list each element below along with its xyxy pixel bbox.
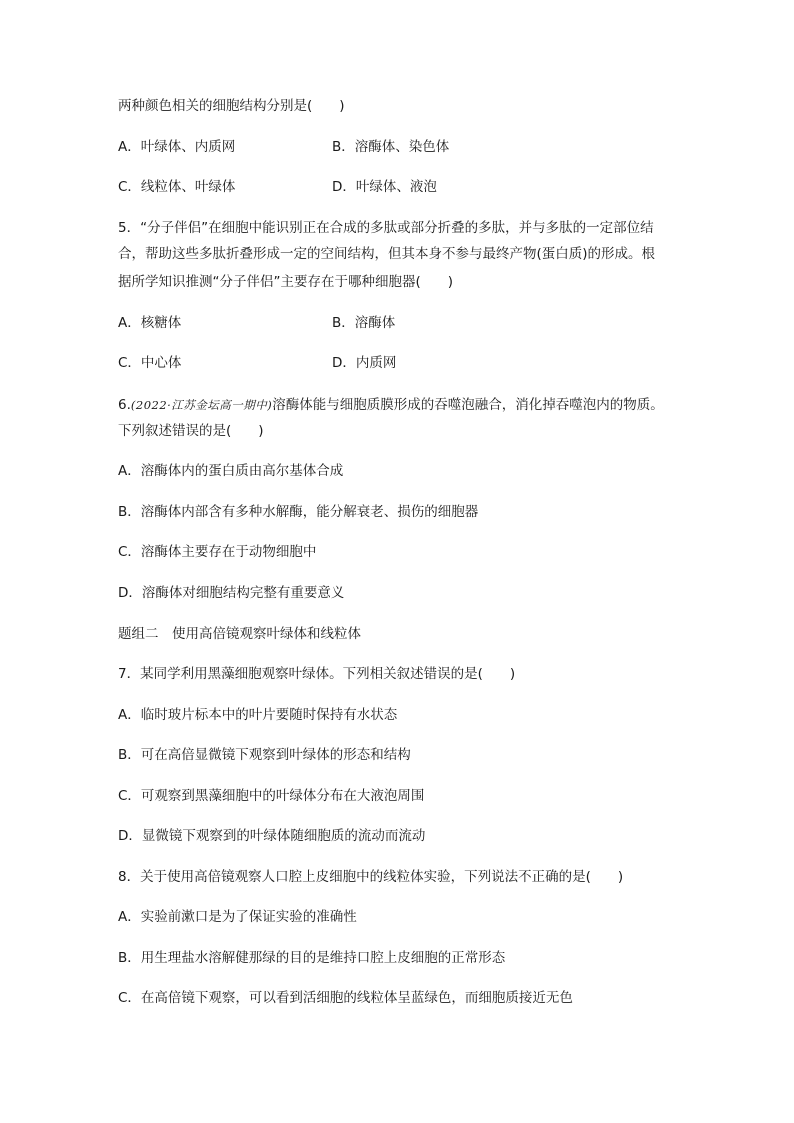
q5-option-c: C．中心体 [118,355,182,371]
q5-stem-line1: 5．“分子伴侣”在细胞中能识别正在合成的多肽或部分折叠的多肽，并与多肽的一定部位结 [118,220,654,236]
q7-stem: 7．某同学利用黑藻细胞观察叶绿体。下列相关叙述错误的是( ) [118,666,516,682]
q5-option-b: B．溶酶体 [332,315,396,331]
q8-option-a: A．实验前漱口是为了保证实验的准确性 [118,909,357,925]
q6-stem-line1 [118,395,664,415]
q4-stem-tail: 两种颜色相关的细胞结构分别是( ) [118,98,345,114]
q5-option-a: A．核糖体 [118,315,182,331]
q4-option-b: B．溶酶体、染色体 [332,139,450,155]
section-title: 题组二 使用高倍镜观察叶绿体和线粒体 [118,626,361,642]
q6-option-a: A．溶酶体内的蛋白质由高尔基体合成 [118,463,344,479]
q4-option-a: A．叶绿体、内质网 [118,139,236,155]
q6-number: 6. [118,397,131,413]
q4-option-c: C．线粒体、叶绿体 [118,179,236,195]
q7-option-a: A．临时玻片标本中的叶片要随时保持有水状态 [118,707,398,723]
q5-stem-line3: 据所学知识推测“分子伴侣”主要存在于哪种细胞器( ) [118,274,454,290]
q6-source-tag: (2022·江苏金坛高一期中) [130,398,273,412]
q7-option-c: C．可观察到黑藻细胞中的叶绿体分布在大液泡周围 [118,788,425,804]
q8-option-b: B．用生理盐水溶解健那绿的目的是维持口腔上皮细胞的正常形态 [118,950,506,966]
q4-option-d: D．叶绿体、液泡 [332,179,437,195]
q6-stem-line2: 下列叙述错误的是( ) [118,423,264,439]
q5-option-d: D．内质网 [332,355,397,371]
q6-stem-line1-rest: 溶酶体能与细胞质膜形成的吞噬泡融合，消化掉吞噬泡内的物质。 [272,397,664,413]
q6-option-b: B．溶酶体内部含有多种水解酶，能分解衰老、损伤的细胞器 [118,504,479,520]
q6-option-c: C．溶酶体主要存在于动物细胞中 [118,544,317,560]
q7-option-b: B．可在高倍显微镜下观察到叶绿体的形态和结构 [118,747,411,763]
q5-stem-line2: 合，帮助这些多肽折叠形成一定的空间结构，但其本身不参与最终产物(蛋白质)的形成。根 [118,246,656,262]
q8-stem: 8．关于使用高倍镜观察人口腔上皮细胞中的线粒体实验，下列说法不正确的是( ) [118,869,624,885]
q6-option-d: D．溶酶体对细胞结构完整有重要意义 [118,585,345,601]
q7-option-d: D．显微镜下观察到的叶绿体随细胞质的流动而流动 [118,828,426,844]
q8-option-c: C．在高倍镜下观察，可以看到活细胞的线粒体呈蓝绿色，而细胞质接近无色 [118,990,573,1006]
